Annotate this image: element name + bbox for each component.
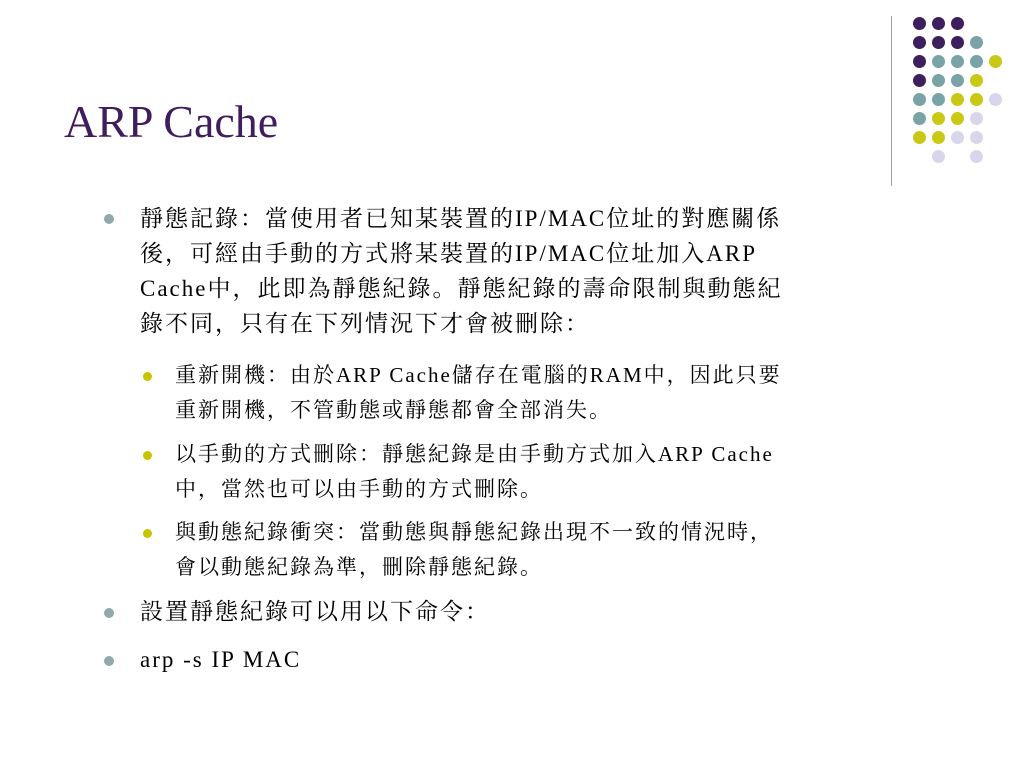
decorative-dot <box>913 17 926 30</box>
decorative-dot <box>932 17 945 30</box>
bullet-line: 會以動態紀錄為準，刪除靜態紀錄。 <box>175 555 543 579</box>
sub-bullet-marker <box>143 451 152 460</box>
decorative-dot <box>951 93 964 106</box>
decorative-dot <box>970 36 983 49</box>
decorative-dot <box>913 36 926 49</box>
decorative-dot <box>913 131 926 144</box>
decorative-dot <box>970 150 983 163</box>
bullet-line: 設置靜態紀錄可以用以下命令： <box>140 599 490 624</box>
decorative-dot <box>932 55 945 68</box>
decorative-dot-grid <box>0 0 1024 200</box>
decorative-dot <box>970 74 983 87</box>
sub-bullet-marker <box>143 529 152 538</box>
bullet-line: 與動態紀錄衝突：當動態與靜態紀錄出現不一致的情況時， <box>175 520 773 544</box>
decorative-dot <box>913 74 926 87</box>
decorative-dot <box>913 93 926 106</box>
bullet-line: 錄不同，只有在下列情況下才會被刪除： <box>140 311 590 336</box>
bullet-line: 中，當然也可以由手動的方式刪除。 <box>175 477 543 501</box>
bullet-marker <box>104 214 114 224</box>
bullet-line: arp -s IP MAC <box>140 647 302 672</box>
bullet-line: 重新開機，不管動態或靜態都會全部消失。 <box>175 398 612 422</box>
decorative-dot <box>970 55 983 68</box>
bullet-line: 靜態記錄：當使用者已知某裝置的IP/MAC位址的對應關係 <box>140 206 782 231</box>
bullet-line: 後，可經由手動的方式將某裝置的IP/MAC位址加入ARP <box>140 241 757 266</box>
decorative-dot <box>932 131 945 144</box>
decorative-dot <box>932 112 945 125</box>
decorative-dot <box>970 131 983 144</box>
bullet-line: 以手動的方式刪除：靜態紀錄是由手動方式加入ARP Cache <box>175 442 774 466</box>
bullet-marker <box>104 656 114 666</box>
bullet-line: 重新開機：由於ARP Cache儲存在電腦的RAM中，因此只要 <box>175 363 782 387</box>
decorative-dot <box>989 93 1002 106</box>
bullet-line: Cache中，此即為靜態紀錄。靜態紀錄的壽命限制與動態紀 <box>140 276 783 301</box>
decorative-dot <box>989 55 1002 68</box>
bullet-marker <box>104 608 114 618</box>
decorative-dot <box>932 74 945 87</box>
decorative-dot <box>951 17 964 30</box>
decorative-dot <box>932 93 945 106</box>
decorative-dot <box>951 55 964 68</box>
decorative-dot <box>970 112 983 125</box>
decorative-dot <box>932 150 945 163</box>
decorative-dot <box>951 112 964 125</box>
slide-title: ARP Cache <box>64 96 279 147</box>
decorative-dot <box>913 55 926 68</box>
decorative-dot <box>913 112 926 125</box>
decorative-dot <box>932 36 945 49</box>
decorative-dot <box>970 93 983 106</box>
decorative-dot <box>951 74 964 87</box>
sub-bullet-marker <box>143 372 152 381</box>
decorative-dot <box>951 131 964 144</box>
decorative-dot <box>951 36 964 49</box>
